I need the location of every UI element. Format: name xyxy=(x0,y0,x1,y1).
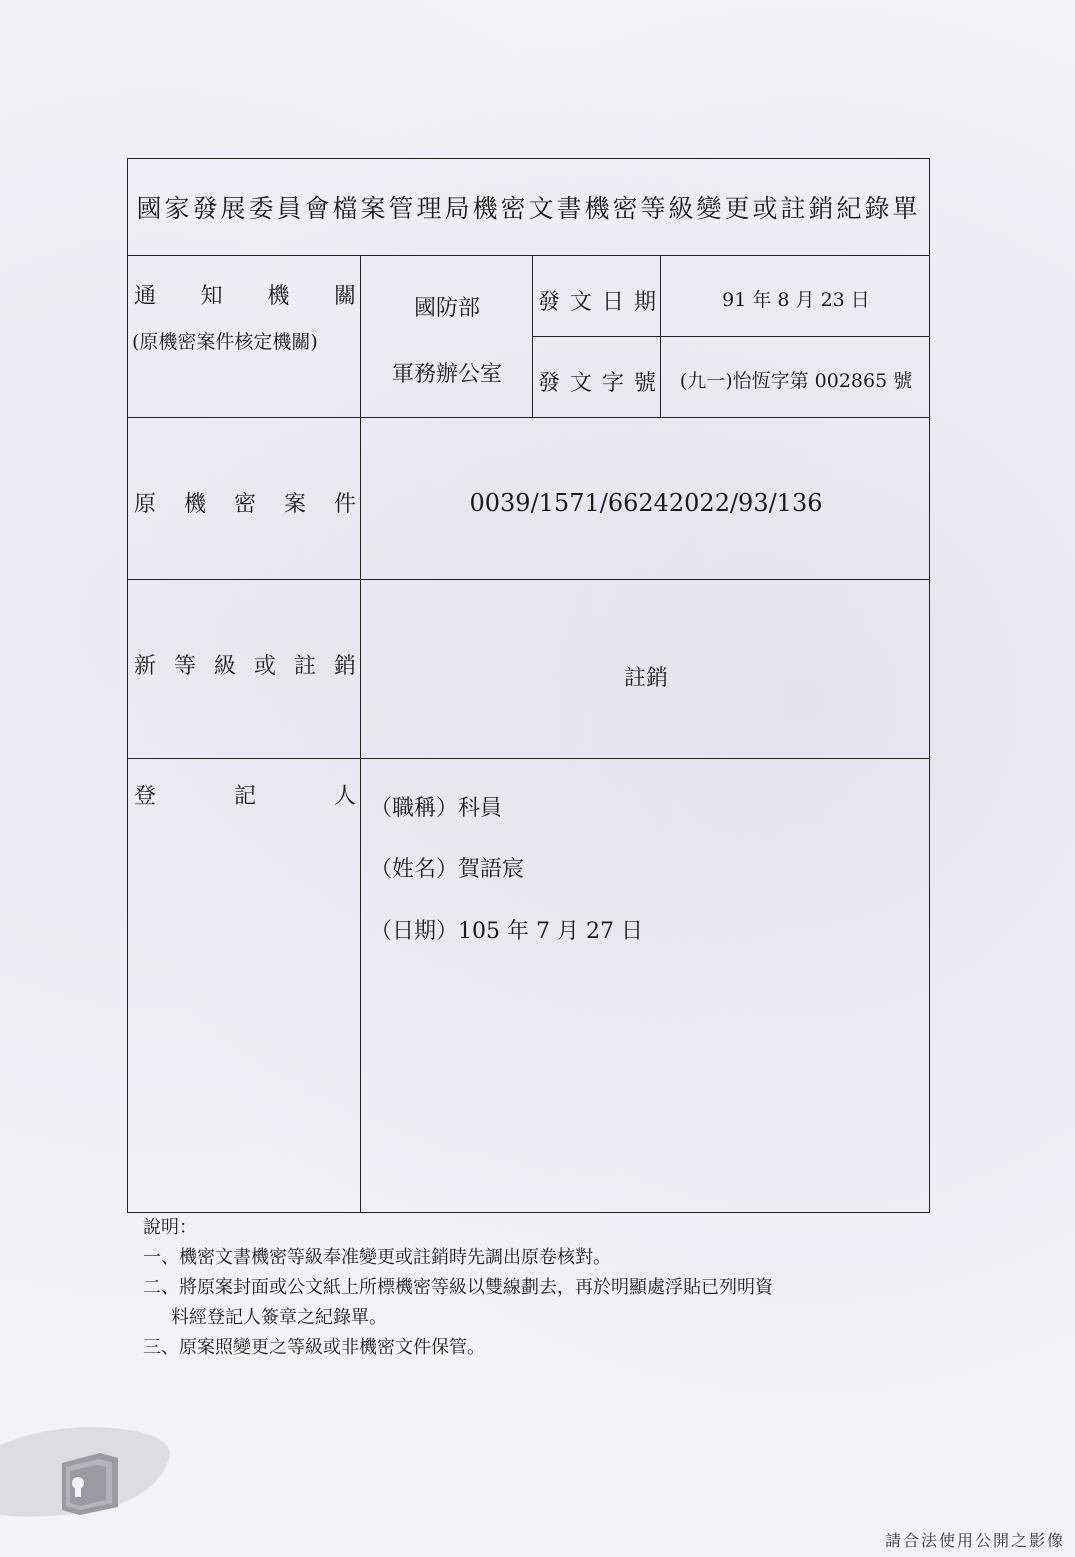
newlevel-value: 註銷 xyxy=(623,666,668,691)
divider xyxy=(128,417,930,418)
divider xyxy=(532,255,533,417)
registrar-label: 登 記 人 xyxy=(134,784,356,809)
note-item-3: 三、原案照變更之等級或非機密文件保管。 xyxy=(143,1337,485,1358)
note-item-1: 一、機密文書機密等級奉准變更或註銷時先調出原卷核對。 xyxy=(143,1247,611,1268)
date-value: 91 年 8 月 23 日 xyxy=(722,289,870,311)
notes xyxy=(143,1213,773,1363)
agency-value-line2: 軍務辦公室 xyxy=(391,362,502,387)
divider xyxy=(128,579,930,580)
agency-label: 通 知 機 關 xyxy=(134,284,356,309)
note-item-2b: 料經登記人簽章之紀錄單。 xyxy=(171,1307,387,1328)
registrar-date: （日期）105 年 7 月 27 日 xyxy=(370,919,643,944)
newlevel-label: 新 等 級 或 註 銷 xyxy=(134,654,356,679)
notes-heading: 說明： xyxy=(143,1217,197,1238)
archive-logo-icon xyxy=(0,1415,175,1525)
case-label: 原 機 密 案 件 xyxy=(134,492,356,517)
divider xyxy=(532,336,930,337)
divider xyxy=(128,758,930,759)
registrar-title: （職稱）科員 xyxy=(370,796,503,821)
registrar-name: （姓名）賀語宸 xyxy=(370,857,525,882)
date-label: 發 文 日 期 xyxy=(538,290,656,315)
divider xyxy=(128,255,930,256)
docno-value: (九一)怡恆字第 002865 號 xyxy=(679,370,913,392)
footer-notice: 請合法使用公開之影像 xyxy=(884,1531,1065,1550)
form-title: 國家發展委員會檔案管理局機密文書機密等級變更或註銷紀錄單 xyxy=(136,194,921,223)
divider xyxy=(360,255,361,1212)
case-value: 0039/1571/66242022/93/136 xyxy=(469,489,823,517)
agency-sublabel: (原機密案件核定機關) xyxy=(132,331,318,353)
record-form xyxy=(127,158,930,1213)
note-item-2a: 二、將原案封面或公文紙上所標機密等級以雙線劃去，再於明顯處浮貼已列明資 xyxy=(143,1277,773,1298)
agency-value-line1: 國防部 xyxy=(413,296,480,321)
docno-label: 發 文 字 號 xyxy=(538,371,656,396)
